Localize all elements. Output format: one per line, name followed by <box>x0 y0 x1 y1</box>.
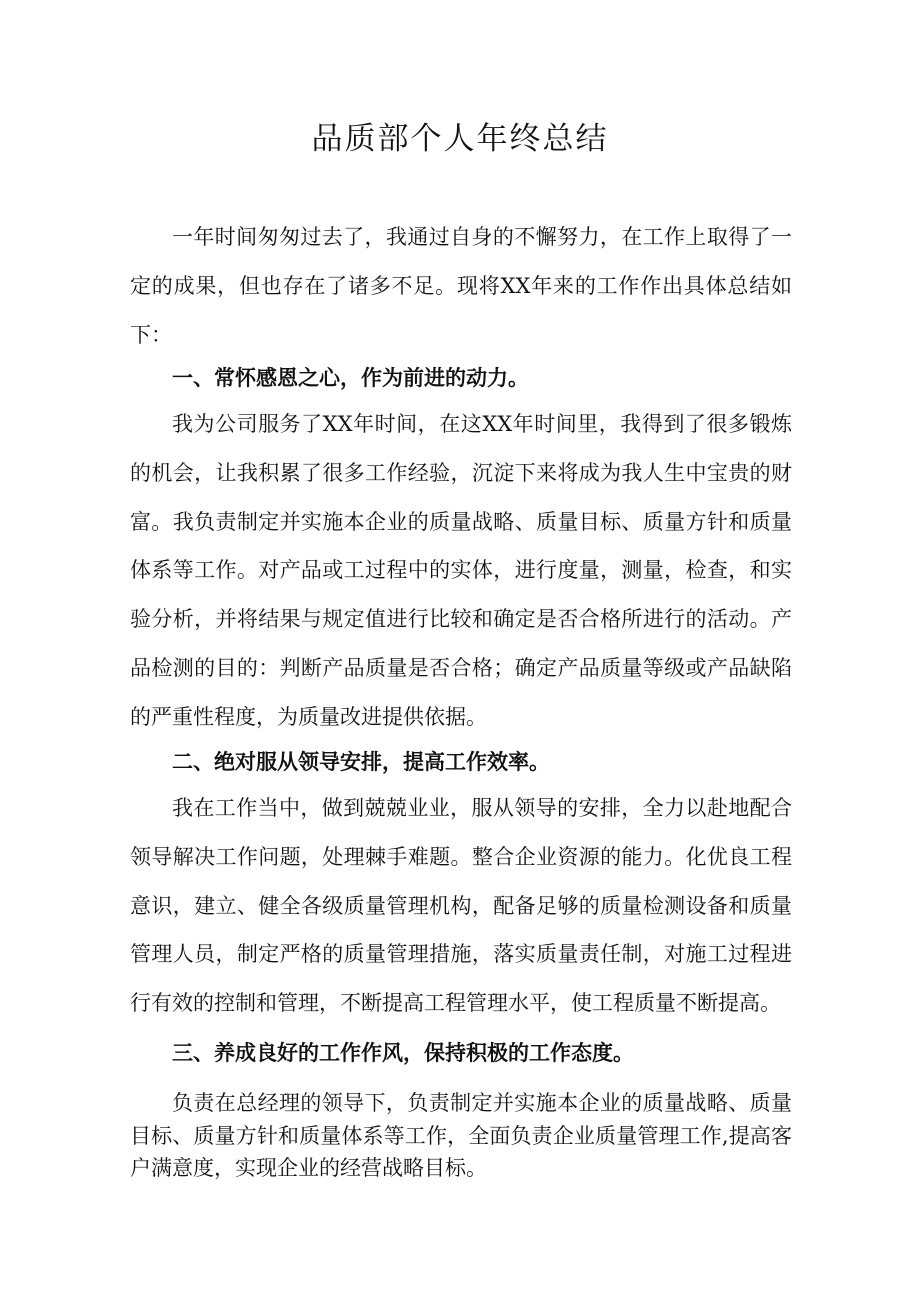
section-1-heading: 一、常怀感恩之心，作为前进的动力。 <box>172 366 529 390</box>
intro-paragraph: 一年时间匆匆过去了，我通过自身的不懈努力，在工作上取得了一定的成果，但也存在了诸多不足。现将XX年来的工作作出具体总结如下： <box>130 225 792 347</box>
document-title: 品质部个人年终总结 <box>311 121 609 157</box>
section-3-heading: 三、养成良好的工作作风，保持积极的工作态度。 <box>172 1041 634 1065</box>
section-1-body: 我为公司服务了XX年时间，在这XX年时间里，我得到了很多锻炼的机会，让我积累了很多工作经验，沉淀下来将成为我人生中宝贵的财富。我负责制定并实施本企业的质量战略、质量目标、质量方针和质量体系等工作。对产品或工过程中的实体，进行度量，测量，检查，和实验分析，并将结果与规定值进行比较和确定是否合格所进行的活动。产品检测的目的：判断产品质量是否合格；确定产品质量等级或产品缺陷的严重性程度，为质量改进提供依据。 <box>130 412 792 729</box>
section-2-heading: 二、绝对服从领导安排，提高工作效率。 <box>172 750 550 774</box>
section-2-body: 我在工作当中，做到兢兢业业，服从领导的安排，全力以赴地配合领导解决工作问题，处理棘手难题。整合企业资源的能力。化优良工程意识，建立、健全各级质量管理机构，配备足够的质量检测设备和质量管理人员，制定严格的质量管理措施，落实质量责任制，对施工过程进行有效的控制和管理，不断提高工程管理水平，使工程质量不断提高。 <box>130 796 792 1016</box>
section-3-body: 负责在总经理的领导下，负责制定并实施本企业的质量战略、质量目标、质量方针和质量体系等工作，全面负责企业质量管理工作,提高客户满意度，实现企业的经营战略目标。 <box>130 1091 792 1180</box>
